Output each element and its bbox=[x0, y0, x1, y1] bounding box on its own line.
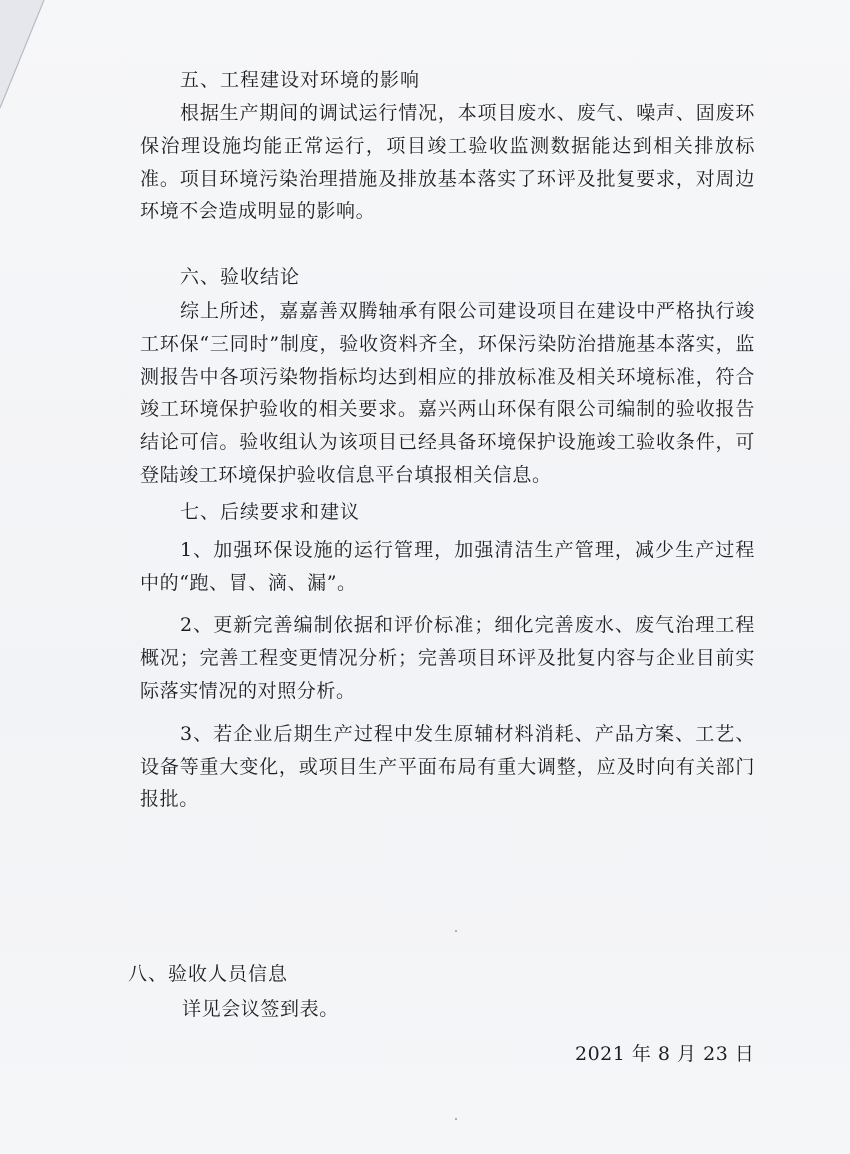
section-8-heading: 八、验收人员信息 bbox=[128, 963, 289, 985]
page-fold-edge bbox=[0, 0, 60, 120]
document-date: 2021 年 8 月 23 日 bbox=[575, 1043, 755, 1065]
section-8-body: 详见会议签到表。 bbox=[182, 998, 339, 1020]
section-6-body: 综上所述，嘉嘉善双腾轴承有限公司建设项目在建设中严格执行竣工环保“三同时”制度，验收资料齐全，环保污染防治措施基本落实，监测报告中各项污染物指标均达到相应的排放标准及相关环境标准，符合竣工环境保护验收的相关要求。嘉兴两山环保有限公司编制的验收报告结论可信。验收组认为该项目已经具备环境保护设施竣工验收条件，可登陆竣工环境保护验收信息平台填报相关信息。 bbox=[140, 300, 755, 486]
section-7-heading: 七、后续要求和建议 bbox=[180, 500, 361, 523]
section-5-body: 根据生产期间的调试运行情况，本项目废水、废气、噪声、固废环保治理设施均能正常运行，项目竣工验收监测数据能达到相关排放标准。项目环境污染治理措施及排放基本落实了环评及批复要求，对周边环境不会造成明显的影响。 bbox=[140, 102, 755, 223]
section-7-item-1: 1、加强环保设施的运行管理，加强清洁生产管理，减少生产过程中的“跑、冒、滴、漏”。 bbox=[140, 538, 755, 594]
paper-speck bbox=[455, 930, 457, 932]
section-7-item-3: 3、若企业后期生产过程中发生原辅材料消耗、产品方案、工艺、设备等重大变化，或项目生产平面布局有重大调整，应及时向有关部门报批。 bbox=[140, 722, 755, 811]
document-body bbox=[140, 64, 755, 816]
section-5-heading: 五、工程建设对环境的影响 bbox=[180, 69, 421, 91]
paper-speck bbox=[455, 1118, 457, 1120]
section-7-item-2: 2、更新完善编制依据和评价标准；细化完善废水、废气治理工程概况；完善工程变更情况分析；完善项目环评及批复内容与企业目前实际落实情况的对照分析。 bbox=[140, 614, 755, 702]
section-6-heading: 六、验收结论 bbox=[180, 266, 301, 288]
